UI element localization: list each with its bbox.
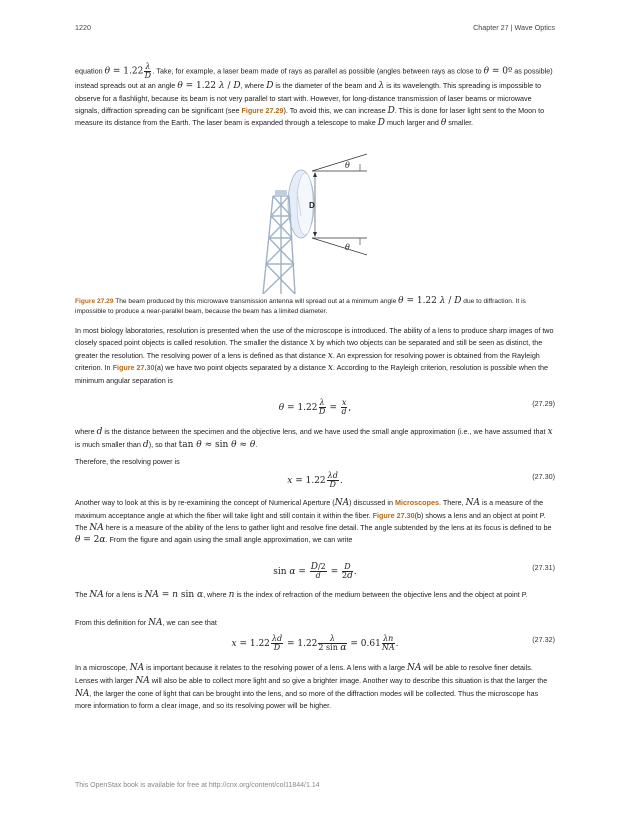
paragraph-numerical-aperture: Another way to look at this is by re-examining the concept of Numerical Aperture (NA) discussed in Microscopes. There, NA is a measure of the maximum acceptance angle at which the fiber will take light and still contain it within the fiber. Figure 27.30(b) shows a lens and an object at point P. The NA here is a measure of the ability of the lens to gather light and resolve fine detail. The angle subtended by the lens at its focus is defined to be θ = 2α. From the figure and again using the small angle approximation, we can write xyxy=(75,498,552,546)
figure-caption: Figure 27.29 The beam produced by this microwave transmission antenna will spread out at a minimum angle θ = 1.22 λ / D due to diffraction. It is impossible to produce a near-parallel beam, because the beam has a limited diameter. xyxy=(75,296,526,315)
d-label: D xyxy=(309,201,315,210)
microscopes-link[interactable]: Microscopes xyxy=(395,498,439,507)
figure-link-27-29[interactable]: Figure 27.29 xyxy=(241,105,284,115)
page-number: 1220 xyxy=(75,23,91,32)
paragraph-na-definition: The NA for a lens is NA = n sin α, where n is the index of refraction of the medium between the objective lens and the object at point P. xyxy=(75,590,528,600)
antenna-figure xyxy=(245,152,385,294)
paragraph-small-angle: where d is the distance between the specimen and the objective lens, and we have used the small angle approximation (i.e., we have assumed that x is much smaller than d), so that tan θ ≈ sin θ ≈ θ. xyxy=(75,427,553,450)
equation-27-31: sin α = $\frac{D/2}{d}$ = $\frac{D}{2d}$ . (27.31) xyxy=(273,562,555,581)
figure-link-27-30b[interactable]: Figure 27.30 xyxy=(372,510,415,520)
paragraph-from-definition: From this definition for NA, we can see that xyxy=(75,618,217,628)
footer-note: This OpenStax book is available for free at http://cnx.org/content/col11844/1.14 xyxy=(75,782,320,789)
paragraph-microscope-na: In a microscope, NA is important because it relates to the resolving power of a lens. A lens with a large NA will be able to resolve finer details. Lenses with larger NA will also be able to collect more light and so give a brighter image. Another way to describe this situation is that the larger the NA, the larger the cone of light that can be brought into the lens, and so more of the diffraction modes will be collected. Thus the microscope has more information to form a clear image, and so its resolving power will be higher. xyxy=(75,663,548,711)
chapter-title: Chapter 27 | Wave Optics xyxy=(473,23,555,32)
paragraph-resolving-power: Therefore, the resolving power is xyxy=(75,457,180,466)
equation-27-29: θ = 1.22 $\frac{\lambda}{D}$ = $\frac{x}{d}$ , (27.29) xyxy=(278,398,555,416)
theta-label-top: θ xyxy=(345,161,350,170)
equation-27-30: x = 1.22 $\frac{\lambda d}{D}$ . (27.30) xyxy=(287,471,555,489)
figure-link-27-30a[interactable]: Figure 27.30 xyxy=(112,363,155,373)
equation-27-32: x = 1.22 $\frac{\lambda d}{D}$ = 1.22 $\frac{\lambda}{\text{2 sin α}}$ = 0.61 $\frac{\lambda n}{NA}$ . (27.32) xyxy=(231,634,555,653)
paragraph-resolution: In most biology laboratories, resolution is presented when the use of the microscope is introduced. The ability of a lens to produce sharp images of two closely spaced point objects is called resolution. The smaller the distance x by which two objects can be separated and still be seen as distinct, the greater the resolution. The resolving power of a lens is defined as that distance x. An expression for resolving power is obtained from the Rayleigh criterion. In Figure 27.30(a) we have two point objects separated by a distance x. According to the Rayleigh criterion, resolution is possible when the minimum angular separation is xyxy=(75,326,554,386)
paragraph-diffraction-spreading: equation θ = 1.22 $\frac{\lambda}{D}$ . Take, for example, a laser beam made of rays as parallel as possible (angles between rays as close to θ = 0º as possible) instead spreads out at an angle θ = 1.22 λ / D, where D is the diameter of the beam and λ is its wavelength. This spreading is impossible to observe for a flashlight, because its beam is not very parallel to start with. However, for long-distance transmission of laser beams or microwave signals, diffraction spreading can be significant (see Figure 27.29). To avoid this, we can increase D. This is done for laser light sent to the Moon to measure its distance from the Earth. The laser beam is expanded through a telescope to make D much larger and θ smaller. xyxy=(75,62,553,129)
theta-label-bottom: θ xyxy=(345,243,350,252)
